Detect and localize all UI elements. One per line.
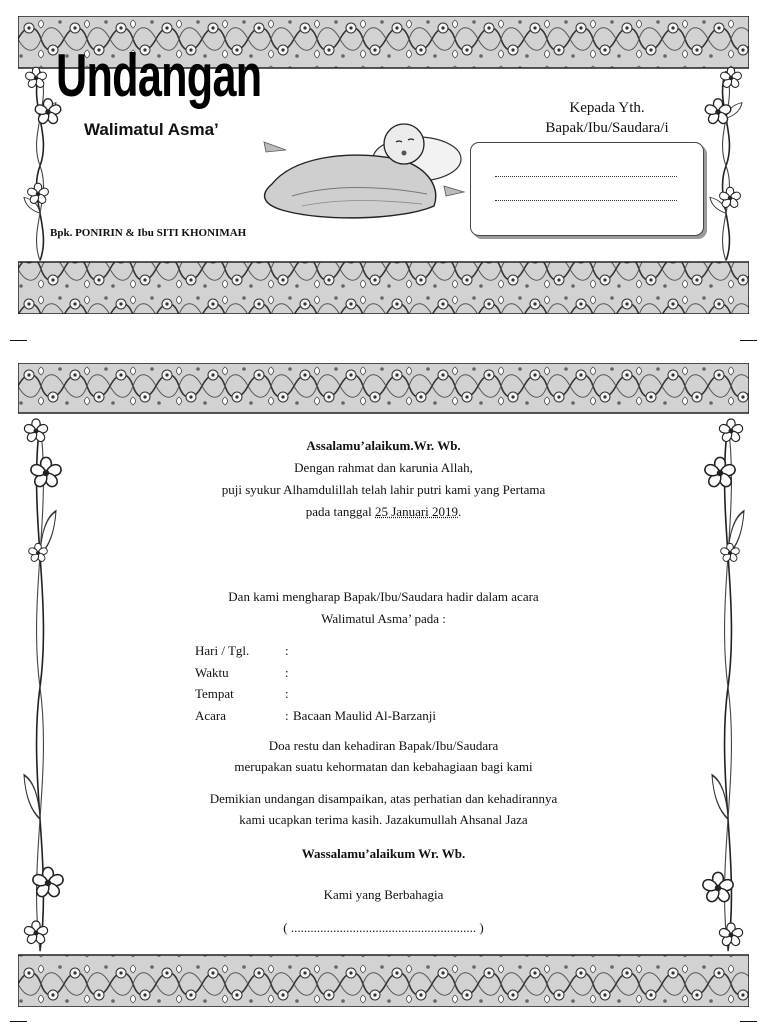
cover-card — [18, 16, 749, 314]
parents-names: Bpk. PONIRIN & Ibu SITI KHONIMAH — [50, 227, 247, 239]
event-details — [195, 640, 436, 726]
recipient-line-1: Kepada Yth. — [569, 100, 645, 116]
intro-line-3 — [18, 502, 749, 522]
signoff: Kami yang Berbahagia — [323, 887, 444, 902]
cover-title: Undangan — [56, 42, 262, 109]
detail-label: Hari / Tgl. — [195, 643, 250, 658]
address-dotted-line — [495, 176, 677, 177]
prayer-line-1: Doa restu dan kehadiran Bapak/Ibu/Saudara — [268, 738, 499, 753]
cut-mark — [10, 1021, 27, 1022]
detail-label: Acara — [195, 707, 227, 723]
invite-line-2: Walimatul Asma’ pada : — [321, 611, 446, 626]
closing-salam: Wassalamu’alaikum Wr. Wb. — [301, 846, 466, 861]
detail-row-place: Tempat : — [195, 683, 436, 705]
detail-value: Bacaan Maulid Al-Barzanji — [293, 707, 436, 723]
date-suffix: . — [458, 504, 462, 519]
date-prefix: pada tanggal — [305, 504, 372, 519]
cover-subtitle: Walimatul Asma’ — [84, 120, 219, 139]
letter-card — [18, 363, 749, 1007]
cut-mark — [740, 340, 757, 341]
cut-mark — [10, 340, 27, 341]
detail-label: Waktu — [195, 664, 229, 680]
intro-line-1: Dengan rahmat dan karunia Allah, — [294, 460, 473, 475]
detail-row-time: Waktu : — [195, 662, 436, 684]
recipient-heading — [497, 98, 717, 138]
detail-label: Tempat — [195, 686, 234, 701]
detail-row-event: Acara : Bacaan Maulid Al-Barzanji — [195, 705, 436, 727]
recipient-address-box — [470, 142, 704, 236]
invite-line-1: Dan kami mengharap Bapak/Ibu/Saudara hadir dalam acara — [228, 589, 539, 604]
closing-line-2: kami ucapkan terima kasih. Jazakumullah Ahsanal Jaza — [239, 812, 528, 827]
detail-row-day: Hari / Tgl. : — [195, 640, 436, 662]
address-dotted-line — [495, 200, 677, 201]
greeting: Assalamu’alaikum.Wr. Wb. — [306, 438, 461, 453]
cut-mark — [740, 1021, 757, 1022]
closing-line-1: Demikian undangan disampaikan, atas perhatian dan kehadirannya — [209, 791, 558, 806]
birth-date: 25 Januari 2019 — [375, 504, 459, 519]
prayer-line-2: merupakan suatu kehormatan dan kebahagiaan bagi kami — [234, 759, 533, 774]
recipient-line-2: Bapak/Ibu/Saudara/i — [545, 120, 669, 136]
intro-line-2: puji syukur Alhamdulillah telah lahir putri kami yang Pertama — [221, 482, 546, 497]
signature-line: ( ......................................................... ) — [283, 920, 484, 935]
baby-icon — [252, 114, 472, 226]
